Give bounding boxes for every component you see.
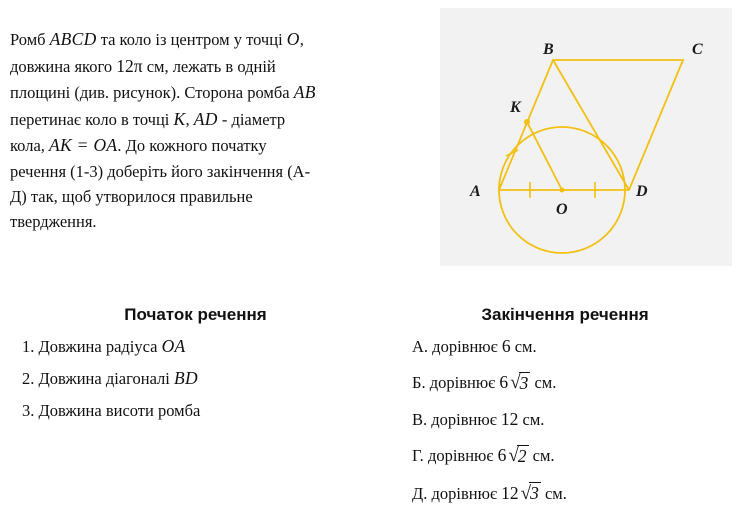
column-beginnings <box>18 305 373 430</box>
point-o-marker <box>560 188 565 193</box>
column-beginnings-heading: Початок речення <box>124 305 267 324</box>
label-a: A <box>470 183 481 200</box>
item-unit: см. <box>528 446 555 466</box>
label-c: C <box>692 41 703 58</box>
radical <box>506 442 528 470</box>
statement-line-7: Д) так, щоб утворилося правильне <box>10 187 253 207</box>
list-item <box>390 334 730 359</box>
radicand: 2 <box>517 445 527 466</box>
label-o: O <box>556 201 568 218</box>
radical-sign: √ <box>510 372 521 394</box>
item-letter: В. <box>412 409 428 429</box>
item-math: OA <box>161 336 186 356</box>
item-text: дорівнює <box>432 337 502 356</box>
item-text: дорівнює <box>431 483 502 503</box>
statement-line-2: довжина якого 12π см, лежать в одній <box>10 55 276 76</box>
list-item <box>390 442 730 470</box>
label-d: D <box>636 183 648 200</box>
math-k: K <box>173 108 186 129</box>
item-letter: Б. <box>412 373 426 393</box>
math-ab: AB <box>293 82 316 103</box>
list-item <box>390 407 730 432</box>
label-k: K <box>510 99 521 116</box>
figure-svg <box>440 8 732 266</box>
column-endings-heading: Закінчення речення <box>481 305 649 324</box>
statement-line-8: твердження. <box>10 212 97 232</box>
math-abcd: ABCD <box>49 29 97 49</box>
statement-line-5: кола, AK = OA. До кожного початку <box>10 135 267 156</box>
item-unit: см. <box>540 483 567 503</box>
list-item <box>390 369 730 397</box>
item-text: Довжина діагоналі <box>38 369 174 389</box>
geometry-figure <box>440 8 732 266</box>
item-number: 2. <box>22 369 35 389</box>
item-unit: см. <box>530 373 557 393</box>
column-endings <box>390 305 730 517</box>
math-o: O <box>286 29 300 49</box>
item-value: 6 <box>501 336 511 356</box>
diagonal-bd <box>553 60 629 190</box>
radical-sign: √ <box>508 445 519 467</box>
statement-line-3: площині (див. рисунок). Сторона ромба AB <box>10 82 316 103</box>
math-ak-oa: AK = OA <box>49 135 118 156</box>
item-text: дорівнює <box>429 373 500 393</box>
item-number: 1. <box>22 337 35 356</box>
item-number: 3. <box>22 400 35 420</box>
list-item <box>18 399 373 423</box>
item-letter: Г. <box>412 446 424 466</box>
math-ad: AD <box>193 108 218 129</box>
segment-ok <box>527 122 562 190</box>
item-value: 6 <box>499 372 509 393</box>
math-12pi: 12π <box>116 55 143 76</box>
item-unit: см. <box>510 337 537 356</box>
list-item <box>390 480 730 508</box>
item-math: BD <box>173 368 198 389</box>
statement-line-6: речення (1-3) доберіть його закінчення (А- <box>10 161 311 181</box>
item-value: 12 <box>501 482 519 503</box>
item-letter: А. <box>412 337 429 356</box>
item-text: дорівнює <box>427 446 498 466</box>
point-k-marker <box>524 119 530 125</box>
radical <box>508 369 530 397</box>
statement-line-4: перетинає коло в точці K, AD - діаметр <box>10 108 286 129</box>
item-value: 6 <box>497 445 507 466</box>
list-item <box>18 366 373 391</box>
list-item <box>18 334 373 359</box>
item-unit: см. <box>518 409 545 429</box>
item-text: дорівнює <box>431 409 501 429</box>
item-text: Довжина висоти ромба <box>38 400 201 420</box>
statement-line-1: Ромб ABCD та коло із центром у точці O, <box>10 29 304 49</box>
matching-columns <box>0 305 740 504</box>
radical <box>519 480 541 508</box>
radical-sign: √ <box>520 482 532 504</box>
item-letter: Д. <box>412 483 428 503</box>
problem-statement <box>10 26 425 234</box>
label-b: B <box>543 41 554 58</box>
radicand: 3 <box>519 372 529 393</box>
radicand: 3 <box>530 483 539 504</box>
item-value: 12 <box>500 408 519 429</box>
item-text: Довжина радіуса <box>38 337 162 356</box>
